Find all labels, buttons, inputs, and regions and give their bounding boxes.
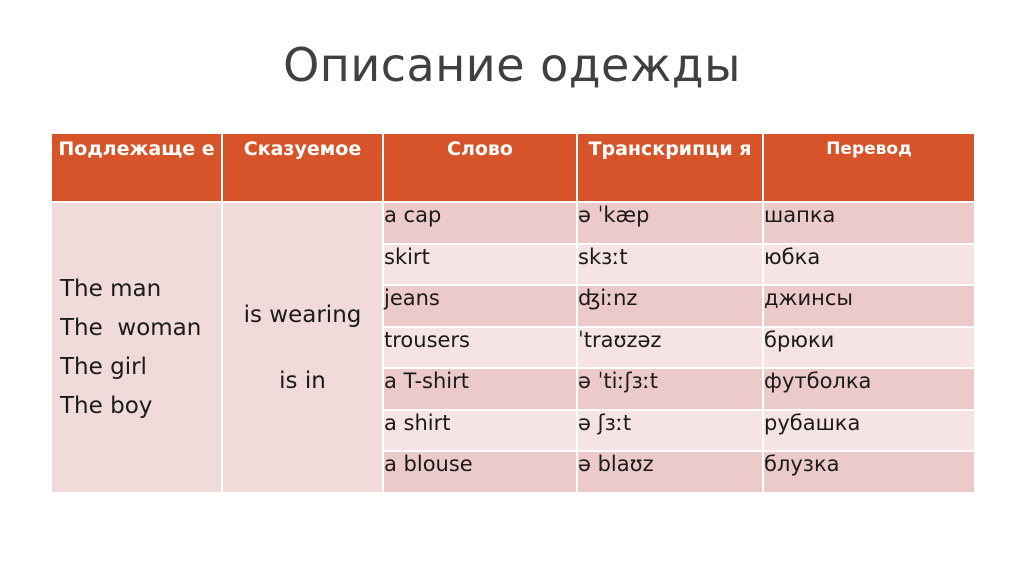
- translation-cell: блузка: [763, 451, 975, 493]
- subject-item: The woman: [60, 314, 202, 341]
- word-cell: a shirt: [383, 410, 577, 452]
- subject-item: The boy: [60, 392, 153, 419]
- word-cell: jeans: [383, 285, 577, 327]
- header-translation: Перевод: [763, 133, 975, 202]
- table-row: [51, 202, 975, 244]
- header-predicate: Сказуемое: [222, 133, 383, 202]
- transcription-cell: ə ˈkæp: [577, 202, 763, 244]
- word-cell: a cap: [383, 202, 577, 244]
- translation-cell: джинсы: [763, 285, 975, 327]
- subject-item: The man: [60, 275, 162, 302]
- transcription-cell: skɜːt: [577, 244, 763, 286]
- translation-cell: рубашка: [763, 410, 975, 452]
- page-title: Описание одежды: [283, 38, 741, 92]
- transcription-cell: ə ˈtiːʃɜːt: [577, 368, 763, 410]
- word-cell: a blouse: [383, 451, 577, 493]
- transcription-cell: ə ʃɜːt: [577, 410, 763, 452]
- translation-cell: шапка: [763, 202, 975, 244]
- header-word: Слово: [383, 133, 577, 202]
- transcription-cell: ˈtraʊzəz: [577, 327, 763, 369]
- predicate-item: is in: [279, 367, 326, 394]
- transcription-cell: ʤiːnz: [577, 285, 763, 327]
- translation-cell: футболка: [763, 368, 975, 410]
- transcription-cell: ə blaʊz: [577, 451, 763, 493]
- predicates-cell: [222, 202, 383, 493]
- predicate-item: is wearing: [243, 301, 362, 328]
- word-cell: trousers: [383, 327, 577, 369]
- word-cell: skirt: [383, 244, 577, 286]
- vocabulary-table: [50, 132, 976, 494]
- table-header-row: [51, 133, 975, 202]
- translation-cell: юбка: [763, 244, 975, 286]
- header-subject: Подлежаще е: [51, 133, 222, 202]
- subject-item: The girl: [60, 353, 147, 380]
- word-cell: a T-shirt: [383, 368, 577, 410]
- header-transcription: Транскрипци я: [577, 133, 763, 202]
- translation-cell: брюки: [763, 327, 975, 369]
- subjects-cell: [51, 202, 222, 493]
